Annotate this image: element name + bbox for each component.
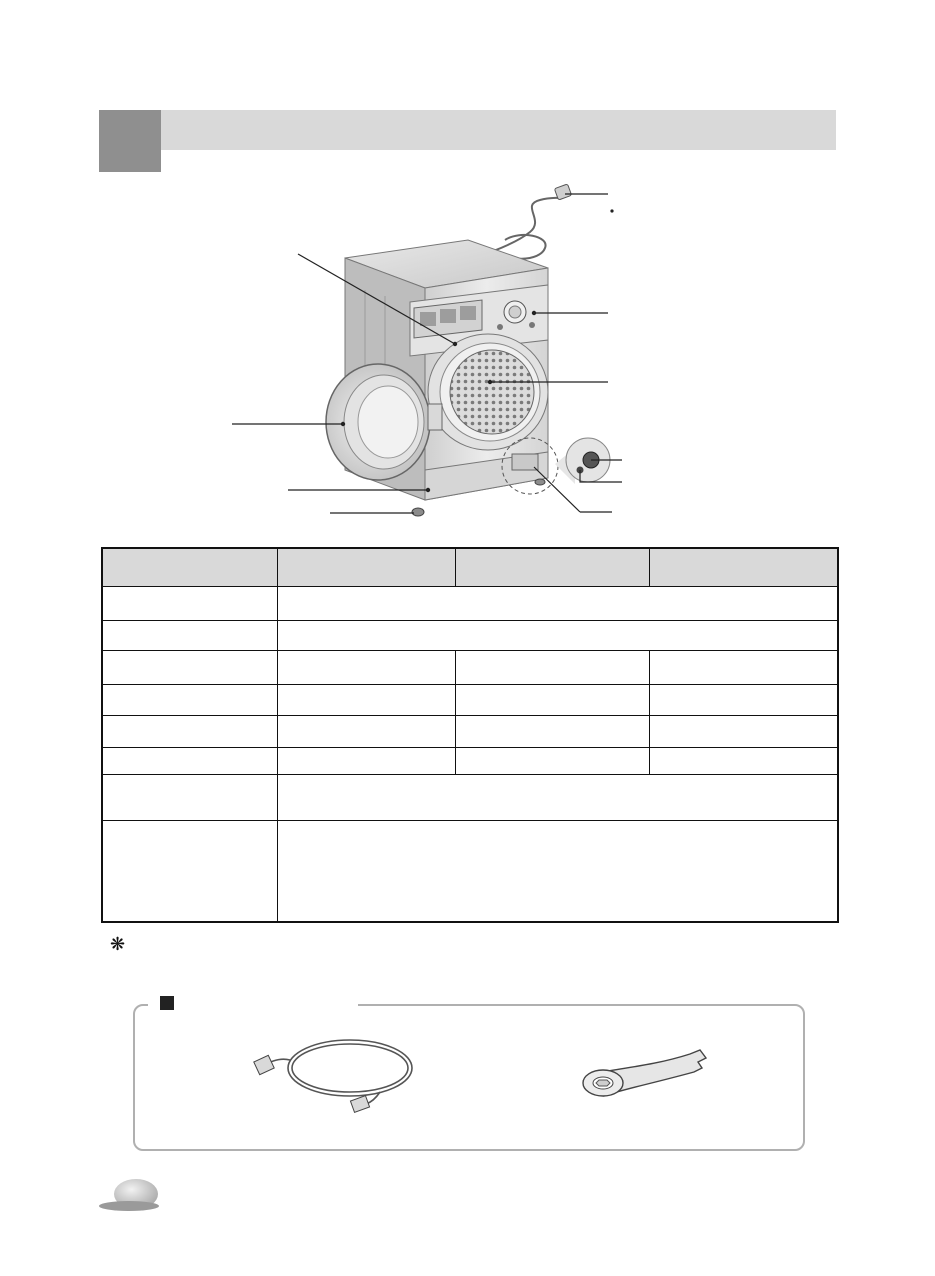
row-value bbox=[455, 650, 649, 684]
row-value bbox=[277, 774, 838, 820]
row-value bbox=[277, 586, 838, 620]
row-label bbox=[102, 747, 277, 774]
row-label bbox=[102, 684, 277, 715]
table-row bbox=[102, 820, 838, 922]
row-label bbox=[102, 820, 277, 922]
accessories-bullet-icon bbox=[160, 996, 174, 1010]
row-label bbox=[102, 774, 277, 820]
page-number-tab bbox=[98, 1178, 160, 1212]
accessories-box bbox=[133, 1004, 805, 1151]
row-value bbox=[649, 650, 838, 684]
row-label bbox=[102, 620, 277, 650]
row-value bbox=[277, 820, 838, 922]
table-row bbox=[102, 774, 838, 820]
table-row bbox=[102, 747, 838, 774]
table-header-cell bbox=[455, 548, 649, 586]
row-value bbox=[277, 650, 455, 684]
table-row bbox=[102, 684, 838, 715]
table-header-cell bbox=[102, 548, 277, 586]
row-label bbox=[102, 650, 277, 684]
table-row bbox=[102, 586, 838, 620]
table-row bbox=[102, 715, 838, 747]
footnote bbox=[110, 934, 125, 955]
row-value bbox=[455, 684, 649, 715]
row-value bbox=[277, 620, 838, 650]
asterisk-icon: ❋ bbox=[110, 934, 126, 954]
row-value bbox=[277, 715, 455, 747]
row-label bbox=[102, 586, 277, 620]
table-header-cell bbox=[277, 548, 455, 586]
row-value bbox=[649, 684, 838, 715]
row-value bbox=[649, 747, 838, 774]
washing-machine-diagram bbox=[0, 0, 935, 540]
row-value bbox=[277, 747, 455, 774]
adjustable-foot bbox=[412, 508, 424, 516]
row-value bbox=[277, 684, 455, 715]
accessories-tab bbox=[148, 994, 358, 1014]
table-row bbox=[102, 620, 838, 650]
table-row bbox=[102, 650, 838, 684]
table-header-cell bbox=[649, 548, 838, 586]
row-value bbox=[649, 715, 838, 747]
row-label bbox=[102, 715, 277, 747]
row-value bbox=[455, 747, 649, 774]
specification-table bbox=[101, 547, 839, 923]
row-value bbox=[455, 715, 649, 747]
drum bbox=[450, 350, 534, 434]
table-header-row bbox=[102, 548, 838, 586]
